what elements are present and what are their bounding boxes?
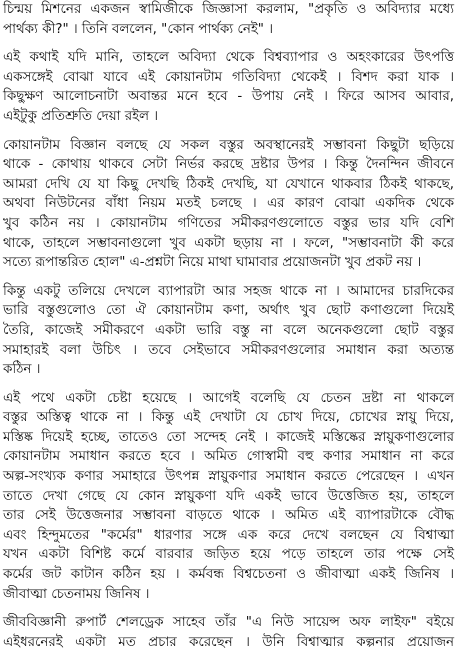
text-line: কিছুক্ষণ আলোচনাটা অবান্তর মনে হবে - উপায় নেই । ফিরে আসব আবার, (3, 89, 454, 105)
text-line: জীববিজ্ঞানী রুপার্ট শেলড্রেক সাহেব তাঁর "এ নিউ সায়েন্স অফ লাইফ" বইয়ে (3, 615, 454, 631)
text-line: সত্যে রূপান্তরিত হোল" এ-প্রশ্নটা নিয়ে মাথা ঘামাবার প্রয়োজনটা খুব প্রকট নয় । (3, 255, 422, 271)
text-line: তৈরি, কাজেই সমীকরণে একটা ভারি বস্তু না বলে অনেকগুলো ছোট বস্তুর (3, 322, 454, 338)
text-line: অথবা নিউটনের বাঁধা নিয়ম মতই চলছে । এর কারণ বোঝা একদিক থেকে (3, 196, 454, 212)
text-line: অল্প-সংখ্যক কণার সমাহারে উৎপন্ন স্নায়ুকণার সমাধান করতে পেরেছেন । এখন (3, 469, 454, 485)
text-line: কর্মের জট কাটান কঠিন হয় । কর্মবন্ধ বিশ্বচেতনা ও জীবাত্মা একই জিনিষ । (3, 567, 454, 583)
text-line: যখন একটা বিশিষ্ট কর্মে বারবার জড়িত হয়ে পড়ে তাহলে তার পক্ষে সেই (3, 547, 454, 563)
text-line: বস্তুর অস্তিত্ব থাকে না । কিন্তু এই দেখাটা যে চোখ দিয়ে, চোখের স্নায়ু দিয়ে, (3, 410, 454, 426)
text-line: থাকে - কোথায় থাকবে সেটা নির্ভর করছে দ্রষ্টার উপর । কিন্তু দৈনন্দিন জীবনে (3, 157, 454, 173)
paragraph-1 (3, 0, 454, 39)
text-line: ভারি বস্তুগুলোও তো ঐ কোয়ানটাম কণা, অর্থাৎ খুব ছোট কণাগুলো দিয়েই (3, 303, 454, 319)
text-line: একসঙ্গেই বোঝা যাবে এই কোয়ানটাম গতিবিদ্যা থেকেই । বিশদ করা যাক । (3, 69, 454, 85)
text-line: থাকে, তাহলে সম্ভাবনাগুলো খুব একটা ছড়ায় না । ফলে, "সম্ভাবনাটা কী করে (3, 235, 454, 251)
text-line: কঠিন । (3, 362, 41, 378)
paragraph-2 (3, 48, 454, 126)
text-line: চিন্ময় মিশনের একজন স্বামিজীকে জিজ্ঞাসা করলাম, "প্রকৃতি ও অবিদ্যার মধ্যে (3, 2, 454, 17)
text-line: তার সেই উত্তেজনার সম্ভাবনা বাড়তে থাকে । অমিত এই ব্যাপারটাকে বৌদ্ধ (3, 508, 454, 524)
text-line: খুব কঠিন নয় । কোয়ানটাম গণিতের সমীকরণগুলোতে বস্তুর ভার যদি বেশি (3, 215, 454, 231)
text-line: জীবাত্মা চেতনাময় জিনিষ । (3, 586, 150, 602)
text-line: তাতে দেখা গেছে যে কোন স্নায়ুকণা যদি একই ভাবে উত্তেজিত হয়, তাহলে (3, 488, 454, 504)
document-page (3, 0, 454, 650)
text-line: কোয়ানটাম বিজ্ঞান বলছে যে সকল বস্তুর অবস্থানেরই সম্ভাবনা কিছুটা ছড়িয়ে (3, 137, 454, 153)
paragraph-4 (3, 282, 454, 380)
text-line: কোয়ানটাম সমাধান করতে হবে । অমিত গোস্বামী বহু কণার সমাধান না করে (3, 449, 454, 465)
text-line: এইটুকু প্রতিশ্রুতি দেয়া রইল । (3, 108, 159, 124)
text-line: এই পথে একটা চেষ্টা হয়েছে । আগেই বলেছি যে চেতন দ্রষ্টা না থাকলে (3, 390, 454, 406)
paragraph-6 (3, 613, 454, 652)
text-line: পার্থক্য কী?" । তিনি বললেন, "কোন পার্থক্য নেই" । (3, 21, 274, 37)
paragraph-5 (3, 389, 454, 605)
text-line: মস্তিষ্ক দিয়েই হচ্ছে, তাতেও তো সন্দেহ নেই । কাজেই মস্তিষ্কের স্নায়ুকণাগুলোর (3, 429, 454, 445)
text-line: কিন্তু একটু তলিয়ে দেখলে ব্যাপারটা আর সহজ থাকে না । আমাদের চারদিকের (3, 283, 454, 299)
text-line: আমরা দেখি যে যা কিছু দেখছি ঠিকই দেখছি, যা যেখানে থাকবার ঠিকই থাকছে, (3, 176, 454, 192)
text-line: সমাহারই বলা উচিৎ । তবে সেইভাবে সমীকরণগুলোর সমাধান করা অত্যন্ত (3, 342, 454, 358)
text-line: এবং হিন্দুমতের "কর্মের" ধারণার সঙ্গে এক করে দেখে বলছেন যে বিশ্বাত্মা (3, 527, 454, 543)
paragraph-3 (3, 136, 454, 273)
text-line: এই কথাই যদি মানি, তাহলে অবিদ্যা থেকে বিশ্বব্যাপার ও অহংকারের উৎপত্তি (3, 50, 454, 66)
text-line: এইধরনেরই একটা মত প্রচার করেছেন । উনি বিশ্বাত্মার কল্পনার প্রয়োজন (3, 634, 454, 650)
